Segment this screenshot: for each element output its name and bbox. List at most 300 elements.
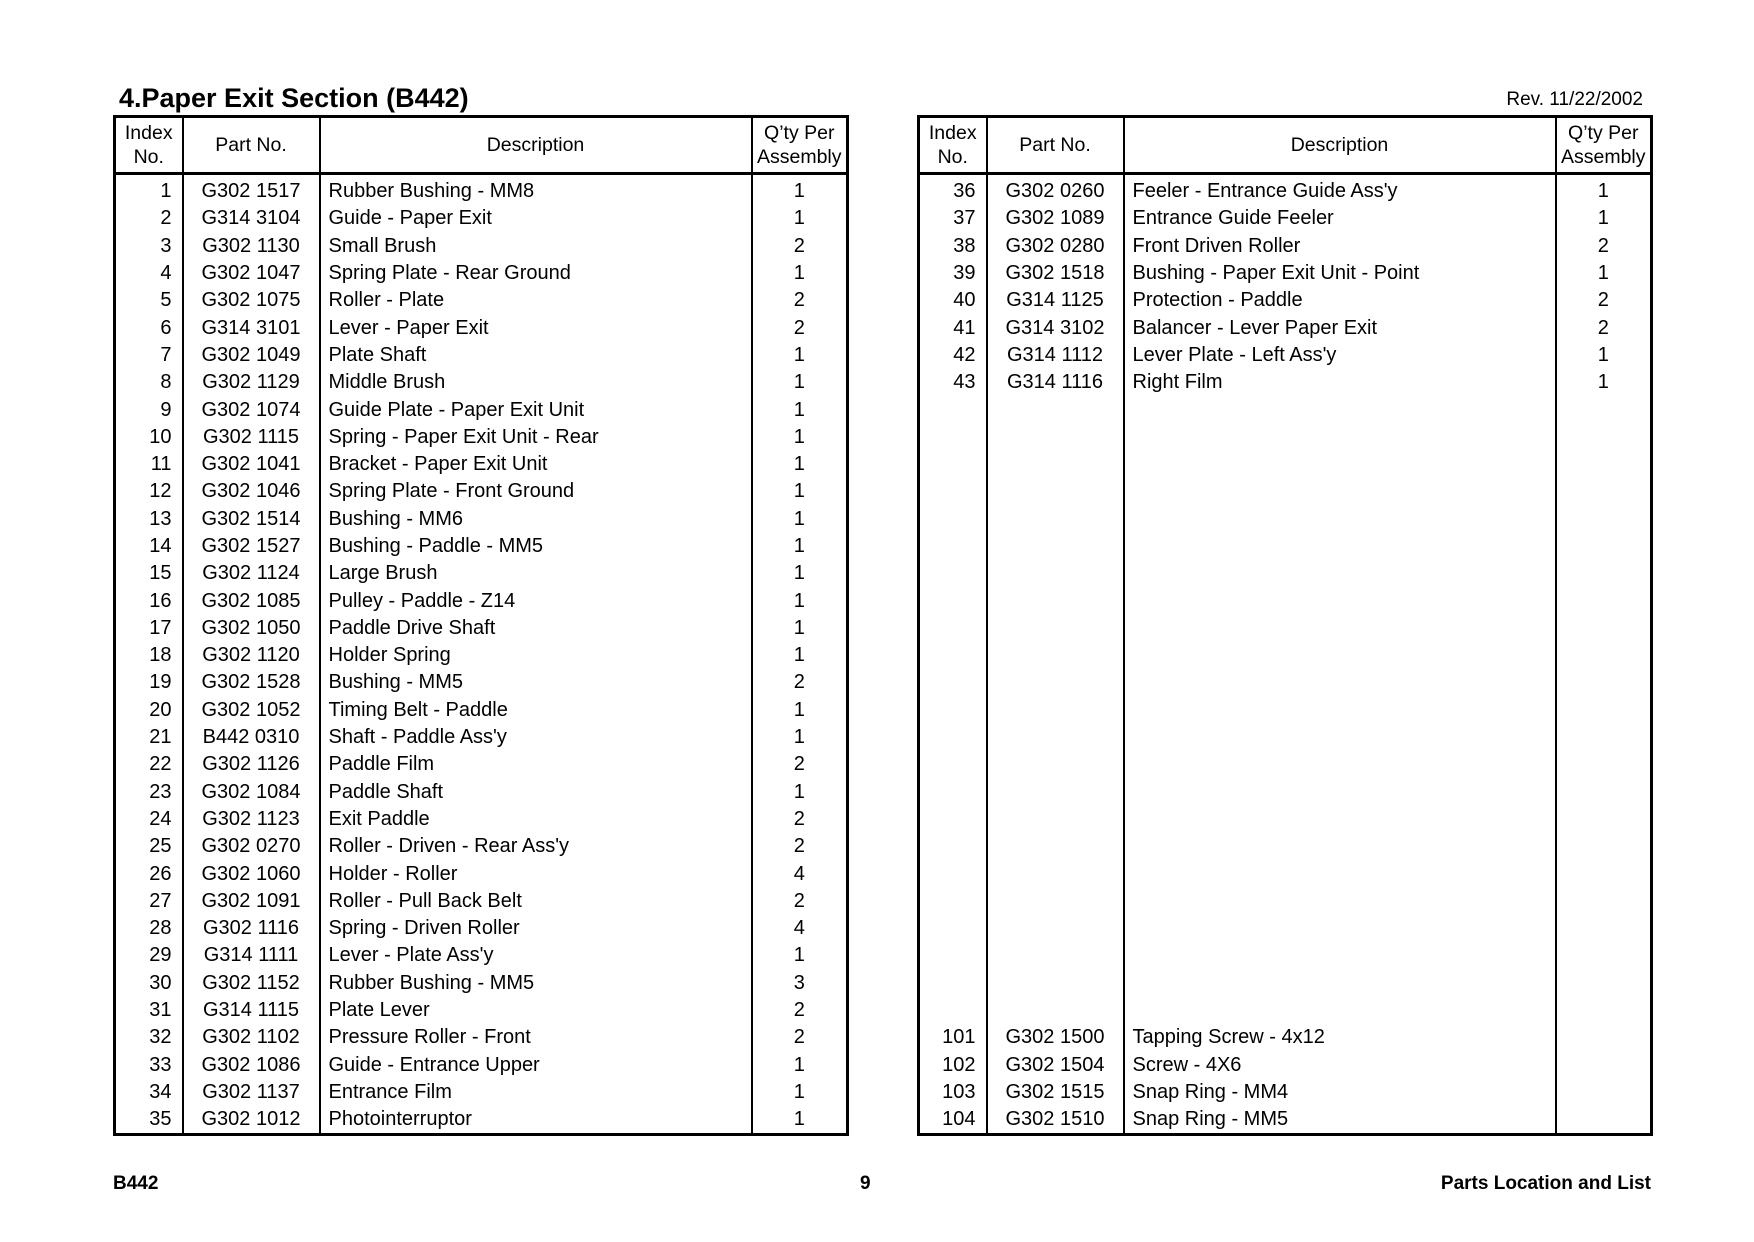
part-no-cell: G302 1052 [183, 697, 320, 724]
index-cell [919, 533, 987, 560]
qty-cell: 2 [752, 888, 848, 915]
table-row [919, 533, 1652, 560]
qty-cell: 1 [752, 205, 848, 232]
table-row [115, 587, 848, 614]
description-cell: Plate Shaft [320, 342, 752, 369]
part-no-cell: G302 1115 [183, 424, 320, 451]
index-cell: 104 [919, 1106, 987, 1135]
qty-cell: 1 [752, 533, 848, 560]
table-row [115, 287, 848, 314]
description-cell: Spring - Driven Roller [320, 915, 752, 942]
part-no-cell: G302 1515 [987, 1079, 1124, 1106]
table-row [919, 806, 1652, 833]
index-cell: 9 [115, 396, 183, 423]
description-cell: Lever Plate - Left Ass'y [1124, 342, 1556, 369]
part-no-cell [987, 478, 1124, 505]
index-cell: 12 [115, 478, 183, 505]
qty-cell [1556, 1052, 1652, 1079]
description-cell: Guide - Paper Exit [320, 205, 752, 232]
index-cell [919, 860, 987, 887]
part-no-cell [987, 506, 1124, 533]
table-row [115, 751, 848, 778]
index-cell: 6 [115, 314, 183, 341]
qty-cell: 1 [752, 369, 848, 396]
part-no-cell: G302 1049 [183, 342, 320, 369]
index-cell [919, 396, 987, 423]
table-row [115, 888, 848, 915]
description-cell: Right Film [1124, 369, 1556, 396]
description-cell [1124, 751, 1556, 778]
index-cell: 22 [115, 751, 183, 778]
description-cell: Timing Belt - Paddle [320, 697, 752, 724]
table-row [919, 833, 1652, 860]
part-no-cell: G302 1528 [183, 669, 320, 696]
index-cell: 13 [115, 506, 183, 533]
qty-cell [1556, 669, 1652, 696]
index-cell: 10 [115, 424, 183, 451]
description-cell: Plate Lever [320, 997, 752, 1024]
table-row [919, 860, 1652, 887]
qty-cell [1556, 506, 1652, 533]
col-header-part-no: Part No. [183, 117, 320, 174]
description-cell: Rubber Bushing - MM8 [320, 174, 752, 206]
index-cell: 15 [115, 560, 183, 587]
description-cell [1124, 615, 1556, 642]
part-no-cell: G302 0270 [183, 833, 320, 860]
part-no-cell: G314 1125 [987, 287, 1124, 314]
table-row [919, 970, 1652, 997]
table-row [115, 342, 848, 369]
qty-cell [1556, 942, 1652, 969]
part-no-cell: G302 1084 [183, 779, 320, 806]
qty-cell [1556, 1079, 1652, 1106]
description-cell [1124, 997, 1556, 1024]
qty-cell: 1 [752, 260, 848, 287]
table-row [919, 1052, 1652, 1079]
description-cell: Entrance Film [320, 1079, 752, 1106]
part-no-cell: G302 1120 [183, 642, 320, 669]
revision-date: Rev. 11/22/2002 [1506, 89, 1643, 110]
description-cell: Balancer - Lever Paper Exit [1124, 314, 1556, 341]
col-header-index-label: Index No. [928, 122, 977, 168]
table-row [919, 669, 1652, 696]
description-cell: Shaft - Paddle Ass'y [320, 724, 752, 751]
table-row [115, 1106, 848, 1135]
table-row [919, 751, 1652, 778]
part-no-cell: G302 1075 [183, 287, 320, 314]
index-cell: 38 [919, 233, 987, 260]
table-row [919, 587, 1652, 614]
table-row [919, 642, 1652, 669]
table-row [115, 915, 848, 942]
index-cell: 8 [115, 369, 183, 396]
qty-cell [1556, 779, 1652, 806]
col-header-description: Description [1124, 117, 1556, 174]
table-row [919, 915, 1652, 942]
index-cell: 1 [115, 174, 183, 206]
table-row [919, 205, 1652, 232]
qty-cell: 1 [752, 697, 848, 724]
table-row [919, 942, 1652, 969]
index-cell: 30 [115, 970, 183, 997]
index-cell [919, 506, 987, 533]
part-no-cell: G302 1089 [987, 205, 1124, 232]
description-cell: Pressure Roller - Front [320, 1024, 752, 1051]
index-cell [919, 724, 987, 751]
part-no-cell: G302 1046 [183, 478, 320, 505]
part-no-cell: G302 1517 [183, 174, 320, 206]
qty-cell: 4 [752, 860, 848, 887]
table-row [919, 478, 1652, 505]
col-header-description: Description [320, 117, 752, 174]
description-cell: Spring - Paper Exit Unit - Rear [320, 424, 752, 451]
part-no-cell: G302 1012 [183, 1106, 320, 1135]
description-cell: Entrance Guide Feeler [1124, 205, 1556, 232]
part-no-cell [987, 942, 1124, 969]
index-cell [919, 970, 987, 997]
part-no-cell [987, 669, 1124, 696]
description-cell: Feeler - Entrance Guide Ass'y [1124, 174, 1556, 206]
table-row [115, 942, 848, 969]
index-cell [919, 615, 987, 642]
table-row [919, 1024, 1652, 1051]
table-row [115, 396, 848, 423]
description-cell [1124, 915, 1556, 942]
col-header-qty [752, 117, 848, 174]
index-cell: 26 [115, 860, 183, 887]
qty-cell: 1 [752, 506, 848, 533]
description-cell: Roller - Plate [320, 287, 752, 314]
footer-section-name: Parts Location and List [1440, 1173, 1651, 1194]
part-no-cell [987, 860, 1124, 887]
description-cell [1124, 642, 1556, 669]
qty-cell: 1 [752, 478, 848, 505]
part-no-cell: G302 1126 [183, 751, 320, 778]
table-row [115, 451, 848, 478]
description-cell: Roller - Pull Back Belt [320, 888, 752, 915]
part-no-cell: G302 1091 [183, 888, 320, 915]
table-row [919, 724, 1652, 751]
qty-cell: 2 [752, 1024, 848, 1051]
index-cell: 17 [115, 615, 183, 642]
qty-cell: 1 [752, 560, 848, 587]
index-cell: 7 [115, 342, 183, 369]
index-cell: 5 [115, 287, 183, 314]
part-no-cell: G302 1514 [183, 506, 320, 533]
description-cell: Front Driven Roller [1124, 233, 1556, 260]
table-row [115, 174, 848, 206]
description-cell [1124, 779, 1556, 806]
index-cell: 27 [115, 888, 183, 915]
part-no-cell: G302 1504 [987, 1052, 1124, 1079]
part-no-cell: G314 3104 [183, 205, 320, 232]
description-cell: Screw - 4X6 [1124, 1052, 1556, 1079]
table-row [919, 451, 1652, 478]
description-cell: Photointerruptor [320, 1106, 752, 1135]
table-row [115, 1079, 848, 1106]
description-cell: Paddle Drive Shaft [320, 615, 752, 642]
table-row [115, 697, 848, 724]
part-no-cell: G302 1129 [183, 369, 320, 396]
qty-cell: 1 [752, 396, 848, 423]
index-cell [919, 669, 987, 696]
table-row [919, 396, 1652, 423]
description-cell: Holder Spring [320, 642, 752, 669]
index-cell: 2 [115, 205, 183, 232]
description-cell [1124, 697, 1556, 724]
index-cell [919, 697, 987, 724]
description-cell: Guide Plate - Paper Exit Unit [320, 396, 752, 423]
index-cell [919, 751, 987, 778]
description-cell: Protection - Paddle [1124, 287, 1556, 314]
index-cell: 16 [115, 587, 183, 614]
description-cell: Bushing - Paddle - MM5 [320, 533, 752, 560]
qty-cell [1556, 642, 1652, 669]
table-row [115, 260, 848, 287]
qty-cell [1556, 724, 1652, 751]
index-cell [919, 997, 987, 1024]
index-cell: 102 [919, 1052, 987, 1079]
qty-cell [1556, 424, 1652, 451]
table-row [115, 724, 848, 751]
description-cell [1124, 506, 1556, 533]
qty-cell [1556, 997, 1652, 1024]
table-row [919, 260, 1652, 287]
qty-cell: 2 [752, 806, 848, 833]
description-cell [1124, 424, 1556, 451]
table-row [115, 1052, 848, 1079]
col-header-part-no: Part No. [987, 117, 1124, 174]
description-cell: Spring Plate - Rear Ground [320, 260, 752, 287]
qty-cell: 2 [1556, 287, 1652, 314]
qty-cell: 2 [752, 751, 848, 778]
part-no-cell [987, 915, 1124, 942]
qty-cell [1556, 915, 1652, 942]
qty-cell: 1 [752, 1052, 848, 1079]
description-cell: Middle Brush [320, 369, 752, 396]
index-cell: 31 [115, 997, 183, 1024]
description-cell [1124, 396, 1556, 423]
qty-cell [1556, 751, 1652, 778]
col-header-qty-label: Q’ty Per Assembly [756, 122, 842, 168]
description-cell: Snap Ring - MM4 [1124, 1079, 1556, 1106]
part-no-cell [987, 833, 1124, 860]
qty-cell [1556, 888, 1652, 915]
part-no-cell: G314 1112 [987, 342, 1124, 369]
index-cell: 3 [115, 233, 183, 260]
table-row [115, 997, 848, 1024]
index-cell: 24 [115, 806, 183, 833]
index-cell: 20 [115, 697, 183, 724]
index-cell [919, 806, 987, 833]
description-cell: Paddle Shaft [320, 779, 752, 806]
table-row [919, 779, 1652, 806]
table-row [919, 1079, 1652, 1106]
qty-cell: 1 [752, 724, 848, 751]
part-no-cell: G302 1060 [183, 860, 320, 887]
index-cell: 21 [115, 724, 183, 751]
qty-cell: 1 [752, 424, 848, 451]
part-no-cell: G314 1111 [183, 942, 320, 969]
table-row [115, 205, 848, 232]
description-cell: Roller - Driven - Rear Ass'y [320, 833, 752, 860]
index-cell [919, 451, 987, 478]
index-cell: 32 [115, 1024, 183, 1051]
table-row [115, 806, 848, 833]
table-header-row [115, 117, 848, 174]
index-cell: 101 [919, 1024, 987, 1051]
table-row [115, 314, 848, 341]
index-cell [919, 779, 987, 806]
table-row [115, 642, 848, 669]
table-row [919, 997, 1652, 1024]
qty-cell: 1 [752, 615, 848, 642]
parts-table-left [113, 115, 849, 1136]
part-no-cell [987, 806, 1124, 833]
index-cell: 29 [115, 942, 183, 969]
index-cell: 41 [919, 314, 987, 341]
table-row [919, 314, 1652, 341]
index-cell [919, 833, 987, 860]
qty-cell: 1 [1556, 342, 1652, 369]
qty-cell [1556, 478, 1652, 505]
description-cell: Lever - Paper Exit [320, 314, 752, 341]
part-no-cell: G302 1510 [987, 1106, 1124, 1135]
index-cell: 33 [115, 1052, 183, 1079]
table-row [919, 506, 1652, 533]
description-cell [1124, 587, 1556, 614]
index-cell: 42 [919, 342, 987, 369]
index-cell: 23 [115, 779, 183, 806]
table-row [115, 615, 848, 642]
part-no-cell: G302 1152 [183, 970, 320, 997]
qty-cell [1556, 587, 1652, 614]
description-cell: Spring Plate - Front Ground [320, 478, 752, 505]
qty-cell: 2 [752, 287, 848, 314]
index-cell: 37 [919, 205, 987, 232]
table-row [919, 174, 1652, 206]
index-cell: 35 [115, 1106, 183, 1135]
index-cell [919, 915, 987, 942]
table-row [115, 533, 848, 560]
description-cell: Rubber Bushing - MM5 [320, 970, 752, 997]
part-no-cell: G302 1116 [183, 915, 320, 942]
qty-cell: 2 [1556, 314, 1652, 341]
part-no-cell: G302 1500 [987, 1024, 1124, 1051]
footer-model: B442 [113, 1173, 159, 1194]
qty-cell [1556, 697, 1652, 724]
description-cell: Bushing - Paper Exit Unit - Point [1124, 260, 1556, 287]
qty-cell: 4 [752, 915, 848, 942]
qty-cell: 2 [1556, 233, 1652, 260]
table-header-row [919, 117, 1652, 174]
part-no-cell [987, 697, 1124, 724]
description-cell [1124, 860, 1556, 887]
description-cell: Bushing - MM5 [320, 669, 752, 696]
description-cell [1124, 724, 1556, 751]
index-cell [919, 587, 987, 614]
description-cell [1124, 478, 1556, 505]
qty-cell [1556, 833, 1652, 860]
part-no-cell: G302 0280 [987, 233, 1124, 260]
index-cell: 34 [115, 1079, 183, 1106]
qty-cell: 1 [1556, 369, 1652, 396]
qty-cell [1556, 1024, 1652, 1051]
description-cell: Small Brush [320, 233, 752, 260]
part-no-cell [987, 560, 1124, 587]
description-cell: Paddle Film [320, 751, 752, 778]
qty-cell: 1 [752, 642, 848, 669]
part-no-cell [987, 970, 1124, 997]
description-cell: Bushing - MM6 [320, 506, 752, 533]
part-no-cell [987, 779, 1124, 806]
qty-cell [1556, 615, 1652, 642]
description-cell: Lever - Plate Ass'y [320, 942, 752, 969]
part-no-cell: G302 1123 [183, 806, 320, 833]
part-no-cell [987, 724, 1124, 751]
table-row [919, 560, 1652, 587]
part-no-cell: G314 3101 [183, 314, 320, 341]
part-no-cell: G302 1050 [183, 615, 320, 642]
description-cell [1124, 970, 1556, 997]
table-row [919, 1106, 1652, 1135]
index-cell: 19 [115, 669, 183, 696]
qty-cell [1556, 396, 1652, 423]
table-row [919, 287, 1652, 314]
index-cell: 39 [919, 260, 987, 287]
col-header-index-label: Index No. [124, 122, 173, 168]
qty-cell [1556, 1106, 1652, 1135]
qty-cell: 2 [752, 669, 848, 696]
table-row [919, 888, 1652, 915]
description-cell [1124, 806, 1556, 833]
table-row [919, 233, 1652, 260]
qty-cell [1556, 451, 1652, 478]
parts-table-right [917, 115, 1653, 1136]
part-no-cell: G302 1047 [183, 260, 320, 287]
qty-cell: 1 [752, 174, 848, 206]
part-no-cell: B442 0310 [183, 724, 320, 751]
part-no-cell [987, 751, 1124, 778]
part-no-cell [987, 396, 1124, 423]
index-cell [919, 942, 987, 969]
index-cell [919, 888, 987, 915]
index-cell: 28 [115, 915, 183, 942]
part-no-cell: G302 0260 [987, 174, 1124, 206]
col-header-index [919, 117, 987, 174]
table-row [115, 233, 848, 260]
qty-cell [1556, 533, 1652, 560]
description-cell [1124, 669, 1556, 696]
part-no-cell: G302 1527 [183, 533, 320, 560]
parts-table-left-body [115, 174, 848, 1135]
index-cell: 40 [919, 287, 987, 314]
qty-cell [1556, 560, 1652, 587]
part-no-cell [987, 587, 1124, 614]
part-no-cell [987, 615, 1124, 642]
table-row [115, 779, 848, 806]
table-row [115, 669, 848, 696]
part-no-cell [987, 997, 1124, 1024]
part-no-cell: G302 1130 [183, 233, 320, 260]
description-cell [1124, 560, 1556, 587]
page-title: 4.Paper Exit Section (B442) [119, 83, 469, 113]
description-cell: Large Brush [320, 560, 752, 587]
col-header-qty [1556, 117, 1652, 174]
description-cell: Snap Ring - MM5 [1124, 1106, 1556, 1135]
parts-table-right-body [919, 174, 1652, 1135]
table-row [115, 369, 848, 396]
